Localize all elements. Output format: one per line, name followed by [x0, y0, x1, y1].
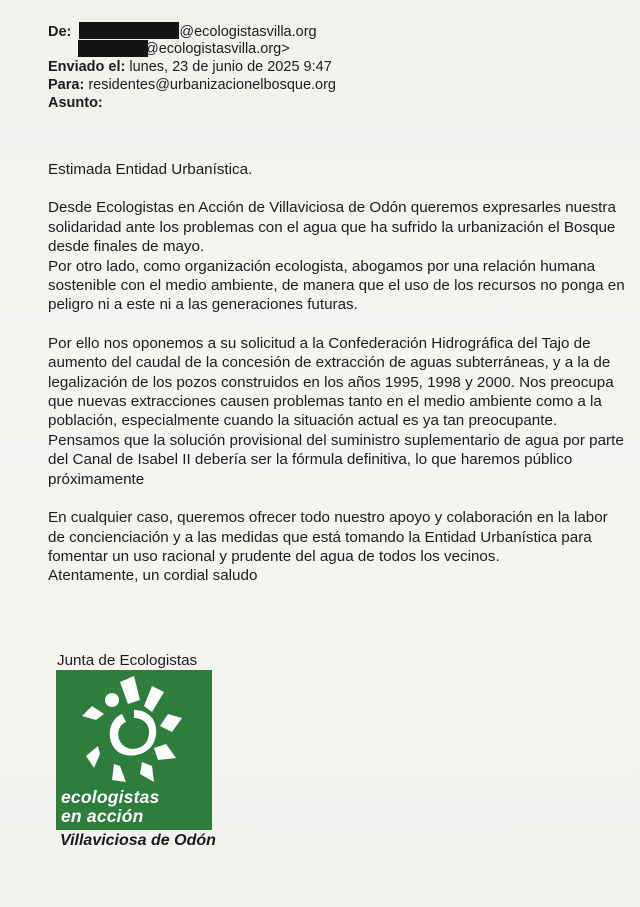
subject-line [48, 94, 608, 112]
from-address-2: @ecologistasvilla.org> [144, 41, 290, 57]
closing: Atentamente, un cordial saludo [48, 567, 258, 585]
logo-place: Villaviciosa de Odón [60, 832, 216, 849]
logo-text-2: en acción [61, 806, 144, 826]
letter-body [48, 160, 628, 605]
email-header [48, 22, 608, 112]
logo-text-1: ecologistas [61, 787, 160, 807]
paragraph-2: Por ello nos oponemos a su solicitud a la Confederación Hidrográfica del Tajo de aumento del caudal de la concesión de extracción de aguas subterráneas, y a la de legalización de los pozos construidos en los años 1995, 1998 y 2000. Nos preocupa que nuevas extracciones causen problemas tanto en el medio ambiente como a la población, especialmente cuando la situación actual es ya tan preocupante. [48, 334, 614, 430]
from-line-2 [48, 40, 608, 58]
paragraph-1: Desde Ecologistas en Acción de Villaviciosa de Odón queremos expresarles nuestra solidaridad ante los problemas con el agua que ha sufrido la urbanización el Bosque desde finales de mayo. [48, 199, 616, 256]
sent-value: lunes, 23 de junio de 2025 9:47 [129, 59, 332, 75]
sent-label: Enviado el: [48, 59, 126, 75]
from-label: De: [48, 24, 72, 40]
to-label: Para: [48, 77, 85, 93]
paragraph-2b: Pensamos que la solución provisional del suministro suplementario de agua por parte del Canal de Isabel II debería ser la fórmula definitiva, lo que haremos público próximamente [48, 431, 624, 488]
from-line [48, 22, 608, 40]
to-line [48, 76, 608, 94]
signature: Junta de Ecologistas [57, 652, 198, 669]
from-address: @ecologistasvilla.org [179, 24, 317, 40]
paragraph-1b: Por otro lado, como organización ecologista, abogamos por una relación humana sostenible con el medio ambiente, de manera que el uso de los recursos no ponga en peligro ni a este ni a las generaciones futuras. [48, 257, 625, 314]
to-value: residentes@urbanizacionelbosque.org [88, 77, 336, 93]
paragraph-3: En cualquier caso, queremos ofrecer todo nuestro apoyo y colaboración en la labor de concienciación y a las medidas que está tomando la Entidad Urbanística para fomentar un uso racional y prudente del agua de todos los vecinos. [48, 509, 608, 565]
redaction-bar [79, 22, 179, 39]
greeting: Estimada Entidad Urbanística. [48, 161, 253, 178]
redaction-bar [78, 40, 148, 57]
ecologistas-logo [56, 670, 212, 830]
subject-label: Asunto: [48, 95, 103, 111]
sent-line [48, 58, 608, 76]
